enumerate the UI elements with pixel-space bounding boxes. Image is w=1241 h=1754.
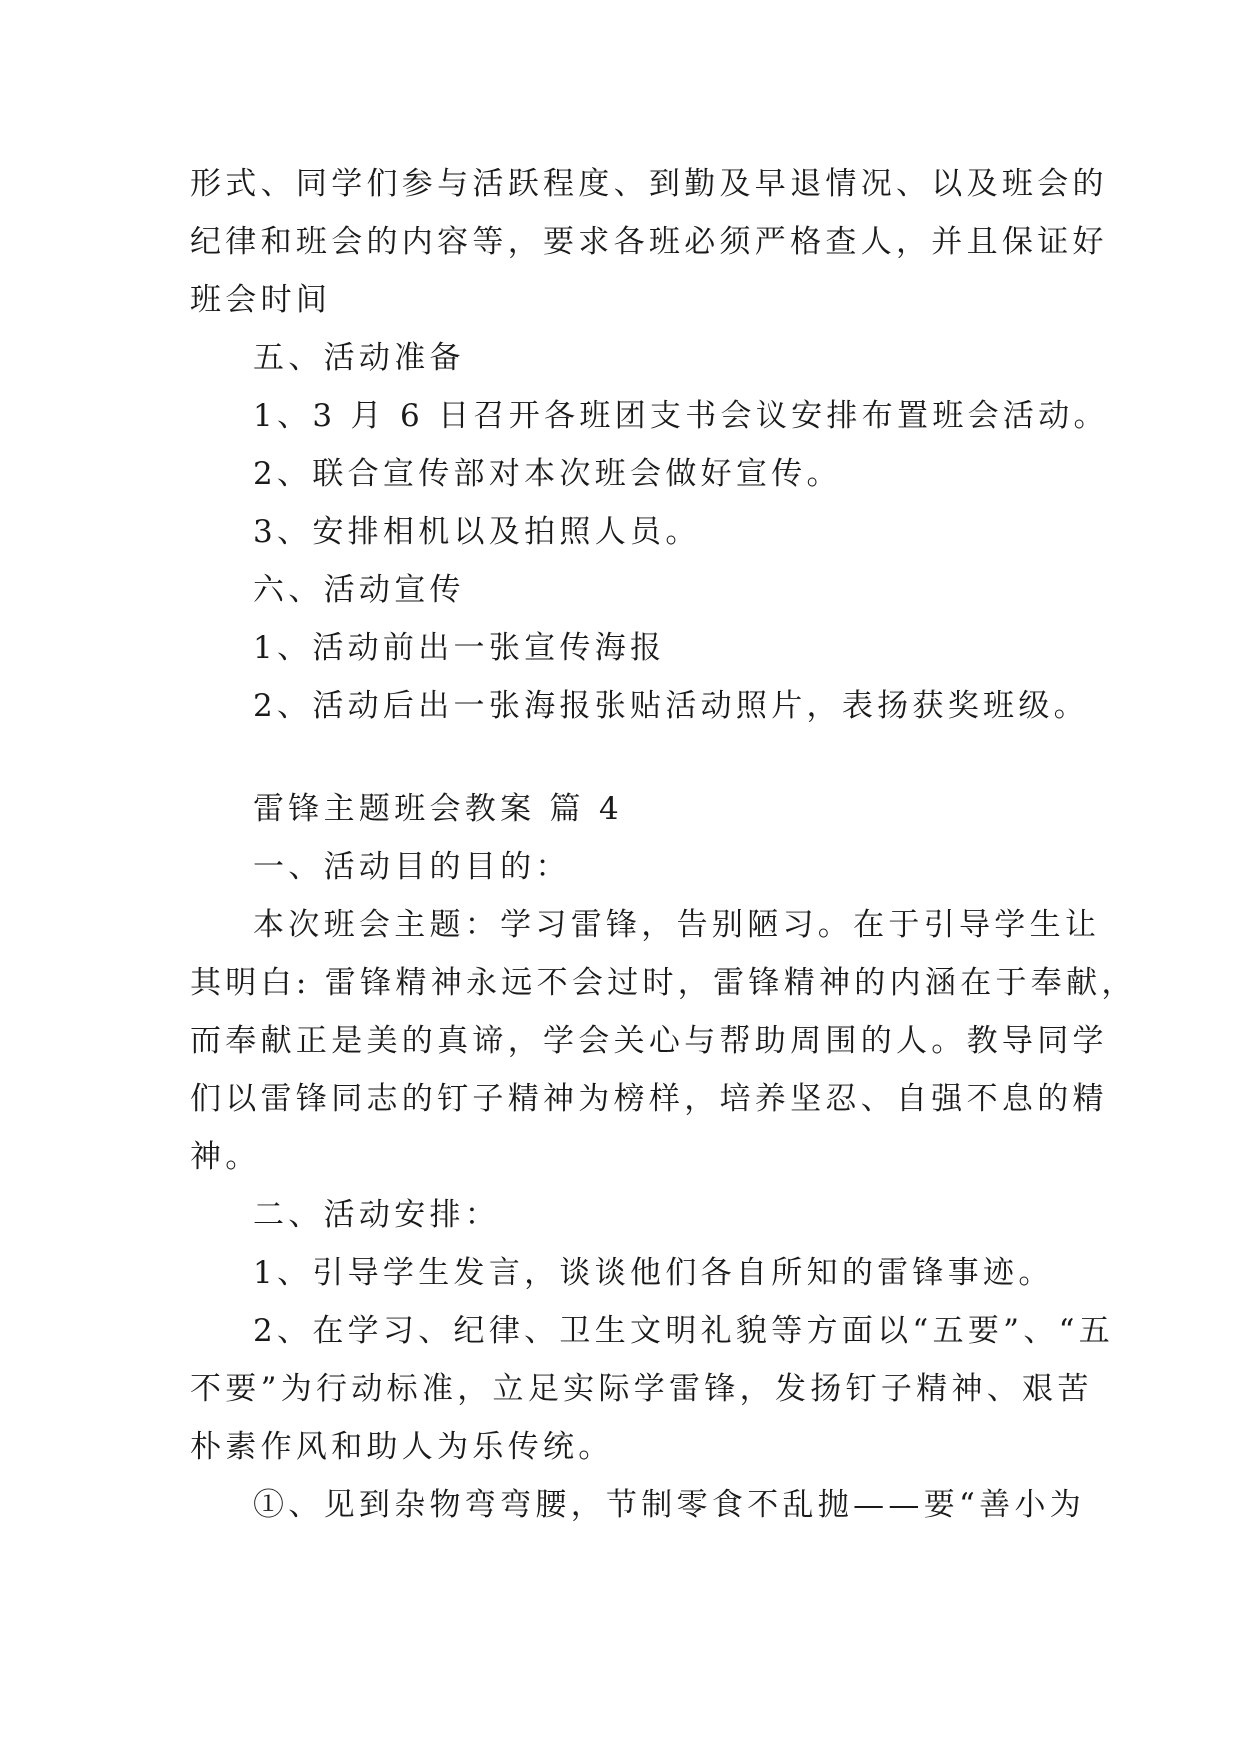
paragraph-line: 神。 [190,1139,261,1175]
section-heading: 六、活动宣传 [253,572,465,608]
section-heading: 二、活动安排： [253,1197,501,1233]
list-item: 1、引导学生发言，谈谈他们各自所知的雷锋事迹。 [253,1255,1054,1291]
list-item: 2、在学习、纪律、卫生文明礼貌等方面以“五要”、“五 [253,1313,1115,1349]
paragraph-line: 本次班会主题：学习雷锋，告别陋习。在于引导学生让 [253,907,1101,943]
paragraph-line: 班会时间 [190,282,332,318]
list-item: ①、见到杂物弯弯腰，节制零食不乱抛——要“善小为 [253,1487,1086,1523]
paragraph-line: 不要”为行动标准，立足实际学雷锋，发扬钉子精神、艰苦 [190,1371,1093,1407]
section-heading: 一、活动目的目的： [253,849,571,885]
list-item: 1、活动前出一张宣传海报 [253,630,666,666]
paragraph-line: 朴素作风和助人为乐传统。 [190,1429,614,1465]
paragraph-line: 纪律和班会的内容等，要求各班必须严格查人，并且保证好 [190,224,1108,260]
section-heading: 五、活动准备 [253,340,465,376]
paragraph-line: 而奉献正是美的真谛，学会关心与帮助周围的人。教导同学 [190,1023,1108,1059]
paragraph-line: 们以雷锋同志的钉子精神为榜样，培养坚忍、自强不息的精 [190,1081,1108,1117]
paragraph-line: 其明白: 雷锋精神永远不会过时，雷锋精神的内涵在于奉献， [190,965,1137,1001]
list-item: 1、3 月 6 日召开各班团支书会议安排布置班会活动。 [253,398,1109,434]
paragraph-line: 形式、同学们参与活跃程度、到勤及早退情况、以及班会的 [190,166,1108,202]
article-title: 雷锋主题班会教案 篇 4 [253,791,624,827]
list-item: 3、安排相机以及拍照人员。 [253,514,701,550]
list-item: 2、联合宣传部对本次班会做好宣传。 [253,456,842,492]
list-item: 2、活动后出一张海报张贴活动照片，表扬获奖班级。 [253,688,1089,724]
